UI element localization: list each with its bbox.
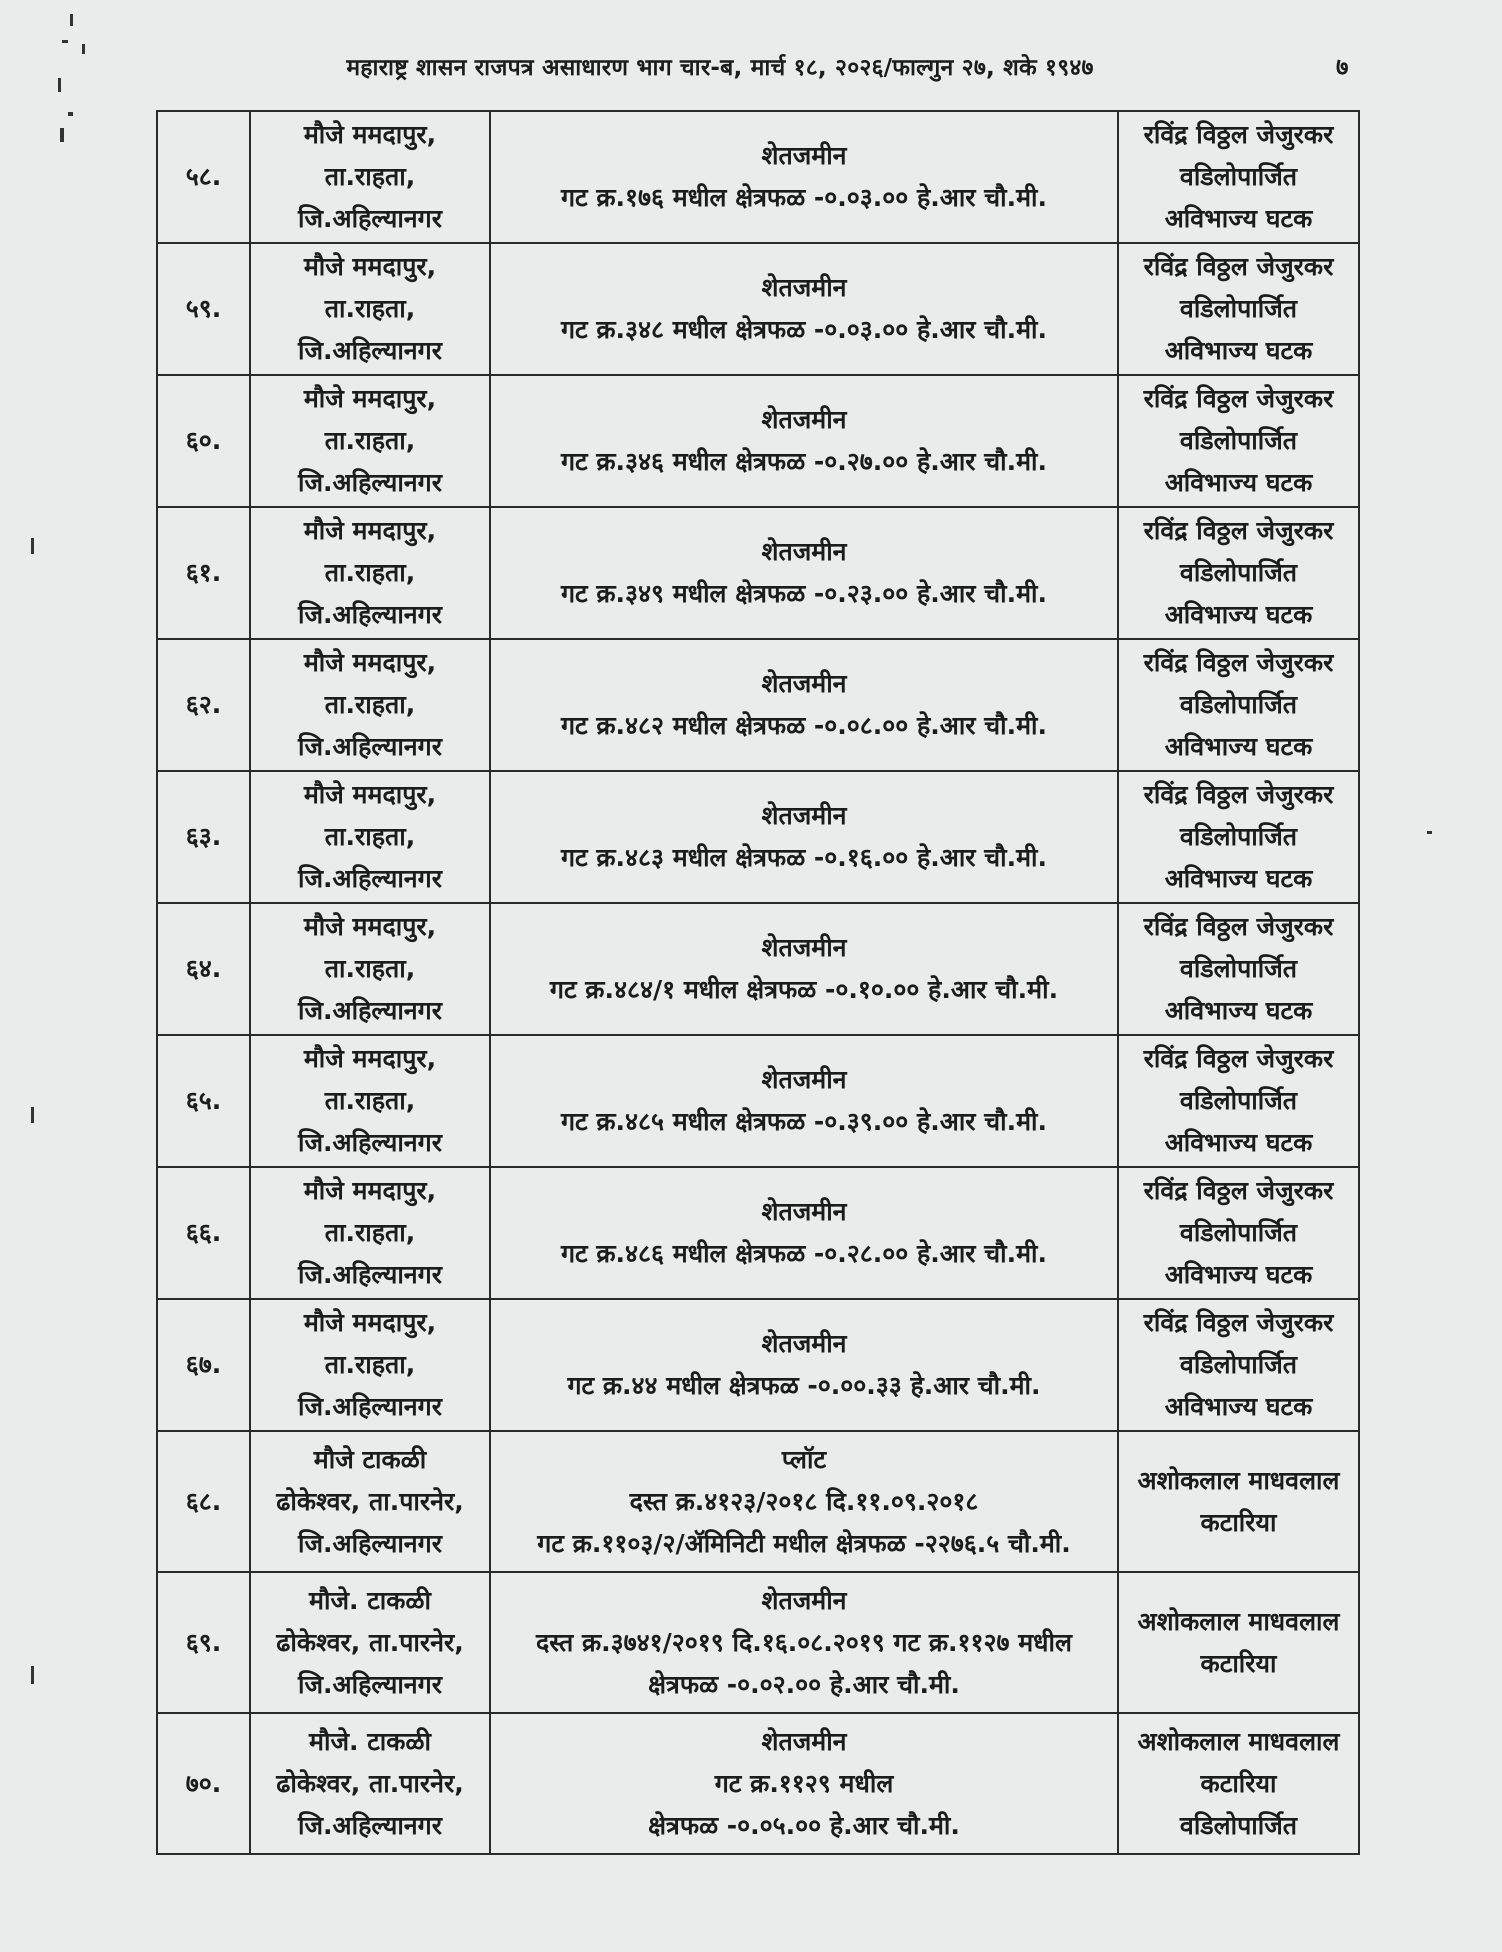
location-line: मौजे ममदापुर, (303, 648, 437, 677)
description-line: गट क्र.४८६ मधील क्षेत्रफळ -०.२८.०० हे.आर चौ.मी. (560, 1239, 1048, 1268)
location-line: मौजे. टाकळी (309, 1585, 431, 1615)
scan-mark (68, 112, 73, 116)
owner-line: वडिलोपार्जित (1179, 1086, 1298, 1115)
description-line: गट क्र.३४६ मधील क्षेत्रफळ -०.२७.०० हे.आर चौ.मी. (560, 447, 1048, 476)
description-line: शेतजमीन (761, 141, 847, 170)
location-cell (250, 1431, 490, 1572)
scan-mark (31, 1666, 34, 1684)
property-description-cell (490, 1713, 1118, 1854)
owner-line: अविभाज्य घटक (1164, 1260, 1313, 1289)
owner-cell (1118, 639, 1359, 771)
location-line: ता.राहता, (324, 162, 416, 191)
scan-mark (31, 1107, 34, 1123)
property-description-cell (490, 1299, 1118, 1431)
location-line: ढोकेश्वर, ता.पारनेर, (276, 1627, 464, 1657)
location-line: ता.राहता, (324, 1350, 416, 1379)
owner-cell (1118, 375, 1359, 507)
description-line: क्षेत्रफळ -०.०५.०० हे.आर चौ.मी. (648, 1810, 960, 1840)
property-description-cell (490, 243, 1118, 375)
serial-number-cell: ६५. (157, 1035, 250, 1167)
page-number: ७ (1336, 53, 1349, 81)
property-table (156, 110, 1360, 1855)
owner-line: रविंद्र विठ्ठल जेजुरकर (1143, 1044, 1334, 1073)
property-description-cell (490, 375, 1118, 507)
owner-line: अशोकलाल माधवलाल (1137, 1726, 1340, 1756)
owner-line: वडिलोपार्जित (1179, 162, 1298, 191)
owner-line: अविभाज्य घटक (1164, 600, 1313, 629)
location-line: जि.अहिल्यानगर (298, 1669, 442, 1699)
location-cell (250, 507, 490, 639)
table-row (157, 1431, 1359, 1572)
location-line: ता.राहता, (324, 294, 416, 323)
owner-cell (1118, 903, 1359, 1035)
table-row (157, 639, 1359, 771)
owner-line: वडिलोपार्जित (1179, 1810, 1298, 1840)
table-row (157, 1035, 1359, 1167)
location-line: मौजे ममदापुर, (303, 516, 437, 545)
description-line: शेतजमीन (761, 933, 847, 962)
owner-line: रविंद्र विठ्ठल जेजुरकर (1143, 912, 1334, 941)
location-cell (250, 639, 490, 771)
location-line: जि.अहिल्यानगर (298, 336, 442, 365)
description-line: गट क्र.३४९ मधील क्षेत्रफळ -०.२३.०० हे.आर चौ.मी. (560, 579, 1048, 608)
gazette-title: महाराष्ट्र शासन राजपत्र असाधारण भाग चार-ब, मार्च १८, २०२६/फाल्गुन २७, शके १९४७ (346, 55, 1094, 81)
description-line: प्लॉट (781, 1444, 827, 1474)
location-cell (250, 1572, 490, 1713)
location-line: मौजे ममदापुर, (303, 1044, 437, 1073)
page-header (0, 50, 1502, 90)
location-line: जि.अहिल्यानगर (298, 600, 442, 629)
owner-line: रविंद्र विठ्ठल जेजुरकर (1143, 252, 1334, 281)
serial-number-cell: ६७. (157, 1299, 250, 1431)
description-line: शेतजमीन (761, 1197, 847, 1226)
owner-cell (1118, 1431, 1359, 1572)
serial-number-cell: ५८. (157, 111, 250, 243)
scan-mark (1427, 831, 1432, 834)
description-line: शेतजमीन (761, 1329, 847, 1358)
table-row (157, 1167, 1359, 1299)
location-line: जि.अहिल्यानगर (298, 1128, 442, 1157)
owner-line: अविभाज्य घटक (1164, 204, 1313, 233)
location-line: जि.अहिल्यानगर (298, 1810, 442, 1840)
location-cell (250, 1299, 490, 1431)
property-description-cell (490, 903, 1118, 1035)
location-cell (250, 111, 490, 243)
serial-number-cell: ६६. (157, 1167, 250, 1299)
location-cell (250, 1035, 490, 1167)
property-description-cell (490, 1572, 1118, 1713)
owner-cell (1118, 1035, 1359, 1167)
owner-line: वडिलोपार्जित (1179, 558, 1298, 587)
owner-line: कटारिया (1200, 1507, 1277, 1537)
description-line: शेतजमीन (761, 273, 847, 302)
owner-line: अविभाज्य घटक (1164, 336, 1313, 365)
location-line: ढोकेश्वर, ता.पारनेर, (276, 1768, 464, 1798)
location-line: ता.राहता, (324, 690, 416, 719)
table-row (157, 1572, 1359, 1713)
owner-line: अविभाज्य घटक (1164, 996, 1313, 1025)
scan-mark (58, 78, 61, 92)
location-line: मौजे टाकळी (313, 1444, 427, 1474)
owner-line: रविंद्र विठ्ठल जेजुरकर (1143, 648, 1334, 677)
description-line: गट क्र.४८५ मधील क्षेत्रफळ -०.३९.०० हे.आर चौ.मी. (560, 1107, 1048, 1136)
table-row (157, 903, 1359, 1035)
property-description-cell (490, 507, 1118, 639)
serial-number-cell: ६१. (157, 507, 250, 639)
description-line: गट क्र.३४८ मधील क्षेत्रफळ -०.०३.०० हे.आर चौ.मी. (560, 315, 1048, 344)
description-line: शेतजमीन (761, 1065, 847, 1094)
location-line: जि.अहिल्यानगर (298, 1260, 442, 1289)
owner-cell (1118, 243, 1359, 375)
owner-line: वडिलोपार्जित (1179, 294, 1298, 323)
location-line: ता.राहता, (324, 1086, 416, 1115)
owner-cell (1118, 771, 1359, 903)
location-line: मौजे ममदापुर, (303, 912, 437, 941)
location-cell (250, 1713, 490, 1854)
owner-line: कटारिया (1200, 1648, 1277, 1678)
location-line: जि.अहिल्यानगर (298, 468, 442, 497)
scan-mark (82, 44, 85, 54)
table-row (157, 771, 1359, 903)
description-line: गट क्र.१७६ मधील क्षेत्रफळ -०.०३.०० हे.आर चौ.मी. (560, 183, 1048, 212)
owner-line: वडिलोपार्जित (1179, 690, 1298, 719)
location-line: मौजे. टाकळी (309, 1726, 431, 1756)
owner-line: रविंद्र विठ्ठल जेजुरकर (1143, 120, 1334, 149)
location-line: ता.राहता, (324, 1218, 416, 1247)
description-line: गट क्र.४८२ मधील क्षेत्रफळ -०.०८.०० हे.आर चौ.मी. (560, 711, 1048, 740)
property-description-cell (490, 771, 1118, 903)
owner-line: रविंद्र विठ्ठल जेजुरकर (1143, 1176, 1334, 1205)
serial-number-cell: ६२. (157, 639, 250, 771)
scan-mark (31, 538, 34, 554)
owner-line: अविभाज्य घटक (1164, 732, 1313, 761)
owner-cell (1118, 1713, 1359, 1854)
location-line: जि.अहिल्यानगर (298, 732, 442, 761)
scan-mark (70, 14, 73, 26)
location-line: ता.राहता, (324, 822, 416, 851)
table-row (157, 507, 1359, 639)
property-table-body (157, 111, 1359, 1854)
location-line: जि.अहिल्यानगर (298, 996, 442, 1025)
serial-number-cell: ७०. (157, 1713, 250, 1854)
location-line: ढोकेश्वर, ता.पारनेर, (276, 1486, 464, 1516)
description-line: शेतजमीन (761, 669, 847, 698)
owner-line: अविभाज्य घटक (1164, 1392, 1313, 1421)
owner-cell (1118, 111, 1359, 243)
description-line: क्षेत्रफळ -०.०२.०० हे.आर चौ.मी. (648, 1669, 960, 1699)
location-line: जि.अहिल्यानगर (298, 864, 442, 893)
owner-line: वडिलोपार्जित (1179, 954, 1298, 983)
location-line: ता.राहता, (324, 954, 416, 983)
scan-mark (60, 128, 64, 142)
owner-line: रविंद्र विठ्ठल जेजुरकर (1143, 384, 1334, 413)
owner-line: रविंद्र विठ्ठल जेजुरकर (1143, 516, 1334, 545)
serial-number-cell: ६४. (157, 903, 250, 1035)
description-line: गट क्र.४८४/१ मधील क्षेत्रफळ -०.१०.०० हे.आर चौ.मी. (549, 975, 1059, 1004)
location-line: मौजे ममदापुर, (303, 1176, 437, 1205)
serial-number-cell: ६८. (157, 1431, 250, 1572)
description-line: दस्त क्र.४१२३/२०१८ दि.११.०९.२०१८ (629, 1486, 979, 1516)
property-description-cell (490, 1431, 1118, 1572)
owner-line: रविंद्र विठ्ठल जेजुरकर (1143, 780, 1334, 809)
serial-number-cell: ६०. (157, 375, 250, 507)
location-line: ता.राहता, (324, 426, 416, 455)
property-description-cell (490, 111, 1118, 243)
location-line: जि.अहिल्यानगर (298, 204, 442, 233)
location-line: ता.राहता, (324, 558, 416, 587)
owner-line: अविभाज्य घटक (1164, 1128, 1313, 1157)
owner-line: अशोकलाल माधवलाल (1137, 1606, 1340, 1636)
property-description-cell (490, 1167, 1118, 1299)
table-row (157, 375, 1359, 507)
serial-number-cell: ६९. (157, 1572, 250, 1713)
owner-line: अशोकलाल माधवलाल (1137, 1465, 1340, 1495)
location-cell (250, 771, 490, 903)
owner-line: अविभाज्य घटक (1164, 864, 1313, 893)
location-line: मौजे ममदापुर, (303, 1308, 437, 1337)
owner-cell (1118, 507, 1359, 639)
description-line: दस्त क्र.३७४१/२०१९ दि.१६.०८.२०१९ गट क्र.११२७ मधील (536, 1627, 1072, 1657)
location-line: जि.अहिल्यानगर (298, 1528, 442, 1558)
owner-cell (1118, 1572, 1359, 1713)
description-line: शेतजमीन (761, 405, 847, 434)
description-line: गट क्र.११०३/२/ॲमिनिटी मधील क्षेत्रफळ -२२७६.५ चौ.मी. (537, 1528, 1071, 1558)
table-row (157, 111, 1359, 243)
table-row (157, 1299, 1359, 1431)
description-line: शेतजमीन (761, 1726, 847, 1756)
location-line: मौजे ममदापुर, (303, 120, 437, 149)
table-row (157, 1713, 1359, 1854)
description-line: गट क्र.४४ मधील क्षेत्रफळ -०.००.३३ हे.आर चौ.मी. (567, 1371, 1041, 1400)
location-line: मौजे ममदापुर, (303, 780, 437, 809)
owner-line: वडिलोपार्जित (1179, 822, 1298, 851)
owner-line: वडिलोपार्जित (1179, 1350, 1298, 1379)
serial-number-cell: ५९. (157, 243, 250, 375)
owner-line: अविभाज्य घटक (1164, 468, 1313, 497)
location-line: मौजे ममदापुर, (303, 252, 437, 281)
location-cell (250, 243, 490, 375)
owner-line: वडिलोपार्जित (1179, 1218, 1298, 1247)
description-line: शेतजमीन (761, 1585, 847, 1615)
owner-cell (1118, 1167, 1359, 1299)
location-line: मौजे ममदापुर, (303, 384, 437, 413)
description-line: शेतजमीन (761, 801, 847, 830)
location-cell (250, 375, 490, 507)
table-row (157, 243, 1359, 375)
description-line: शेतजमीन (761, 537, 847, 566)
description-line: गट क्र.११२९ मधील (714, 1768, 894, 1798)
location-line: जि.अहिल्यानगर (298, 1392, 442, 1421)
owner-cell (1118, 1299, 1359, 1431)
description-line: गट क्र.४८३ मधील क्षेत्रफळ -०.१६.०० हे.आर चौ.मी. (560, 843, 1048, 872)
scan-mark (62, 40, 68, 43)
property-description-cell (490, 639, 1118, 771)
location-cell (250, 903, 490, 1035)
owner-line: रविंद्र विठ्ठल जेजुरकर (1143, 1308, 1334, 1337)
owner-line: कटारिया (1200, 1768, 1277, 1798)
location-cell (250, 1167, 490, 1299)
property-description-cell (490, 1035, 1118, 1167)
serial-number-cell: ६३. (157, 771, 250, 903)
owner-line: वडिलोपार्जित (1179, 426, 1298, 455)
